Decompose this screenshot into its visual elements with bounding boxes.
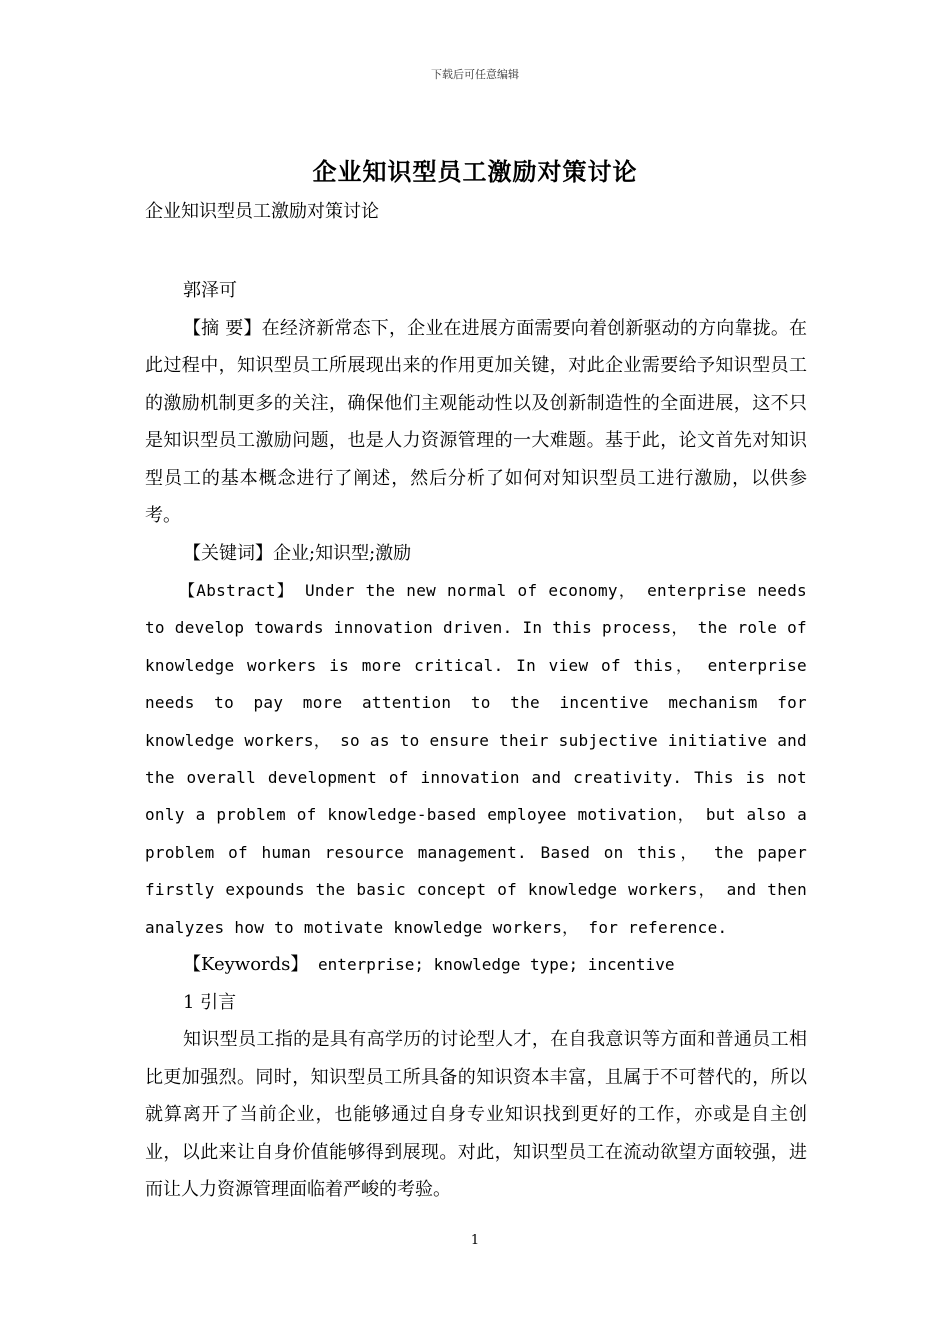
abstract-label: 【摘 要】: [183, 317, 262, 339]
document-title: 企业知识型员工激励对策讨论: [312, 157, 638, 186]
document-body: [145, 196, 807, 1209]
abstract-paragraph: [145, 310, 807, 535]
author-name: 郭泽可: [183, 280, 237, 301]
keywords-en-label: 【Keywords】: [183, 954, 309, 976]
spacer: [145, 228, 807, 272]
abstract-en-text: Under the new normal of economy， enterprise needs to develop towards innovation driven. In this process， the role of knowledge workers is more critical. In view of this， enterprise needs to pay more attention to the incentive mechanism for knowledge workers， so as to ensure their subjective initiative and the overall development of innovation and creativity. This is not only a problem of knowledge-based employee motivation， but also a problem of human resource management. Based on this， the paper firstly expounds the basic concept of knowledge workers， and then analyzes how to motivate knowledge workers， for reference.: [145, 581, 807, 937]
keywords-label: 【关键词】: [183, 542, 273, 564]
abstract-en-paragraph: [145, 572, 807, 946]
keywords-en-paragraph: [145, 946, 807, 984]
keywords-paragraph: [145, 535, 807, 573]
keywords-text: 企业;知识型;激励: [273, 542, 412, 564]
abstract-text: 在经济新常态下，企业在进展方面需要向着创新驱动的方向靠拢。在此过程中，知识型员工所展现出来的作用更加关键，对此企业需要给予知识型员工的激励机制更多的关注，确保他们主观能动性以及创新制造性的全面进展，这不只是知识型员工激励问题，也是人力资源管理的一大难题。基于此，论文首先对知识型员工的基本概念进行了阐述，然后分析了如何对知识型员工进行激励，以供参考。: [145, 317, 807, 526]
section-paragraph: 知识型员工指的是具有高学历的讨论型人才，在自我意识等方面和普通员工相比更加强烈。同时，知识型员工所具备的知识资本丰富，且属于不可替代的，所以就算离开了当前企业，也能够通过自身专业知识找到更好的工作，亦或是自主创业，以此来让自身价值能够得到展现。对此，知识型员工在流动欲望方面较强，进而让人力资源管理面临着严峻的考验。: [145, 1029, 807, 1201]
header-note: 下载后可任意编辑: [431, 68, 519, 81]
abstract-en-label: 【Abstract】: [179, 581, 295, 600]
document-subtitle: 企业知识型员工激励对策讨论: [145, 201, 379, 222]
keywords-en-text: enterprise; knowledge type; incentive: [308, 955, 675, 975]
section-heading: 1 引言: [183, 991, 237, 1013]
page-number: 1: [470, 1233, 480, 1248]
